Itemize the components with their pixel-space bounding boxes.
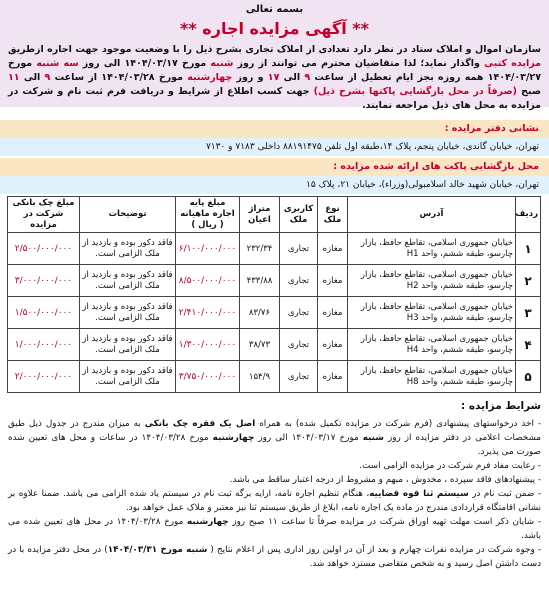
office-label: نشانی دفتر مزایده : — [0, 120, 549, 138]
cell-usage: تجاری — [280, 361, 318, 393]
cell-radif: ۵ — [516, 361, 541, 393]
condition-item: - اخذ درخواستهای پیشنهادی (فرم شرکت در مزایده تکمیل شده) به همراه اصل یک فقره چک بانکی به میزان مندرج در جدول ذیل طبق مشخصات اعلامی در دفتر مزایده از روز شنبه مورخ ۱۴۰۴/۰۳/۱۷ الی روز چهارشنبه مورخ ۱۴۰۴/۰۳/۲۸ در ساعات و محل های تعیین شده صورت می پذیرد. — [8, 419, 542, 457]
cell-desc: فاقد دکور بوده و بازدید از ملک الزامی است. — [80, 233, 176, 265]
cell-type: مغازه — [318, 297, 348, 329]
cell-address: خیابان جمهوری اسلامی، تقاطع حافظ، بازار چارسو، طبقه ششم، واحد H4 — [348, 329, 516, 361]
header-deposit: مبلغ چک بانکی شرکت در مزایده — [8, 197, 80, 233]
cell-rent: ۲/۴۱۰/۰۰۰/۰۰۰ — [176, 297, 240, 329]
intro-paragraph: سازمان اموال و املاک ستاد در نظر دارد تعدادی از املاک تجاری بشرح ذیل را با وضعیت موجود جهت اجاره ازطریق مزایده کتبی واگذار نماید؛ لذا متقاضیان محترم می توانند از روز شنبه مورخ ۱۴۰۴/۰۳/۱۷ الی روز سه شنبه مورخ ۱۴۰۴/۰۳/۲۷ همه روزه بجز ایام تعطیل از ساعت ۹ الی ۱۷ و روز چهارشنبه مورخ ۱۴۰۴/۰۳/۲۸ از ساعت ۹ الی ۱۱ صبح (صرفاً در محل بازگشایی پاکتها بشرح ذیل) جهت کسب اطلاع از شرایط و دریافت فرم ثبت نام و شرکت در مزایده به محل های ذیل مراجعه نمایند. — [8, 44, 542, 111]
cell-desc: فاقد دکور بوده و بازدید از ملک الزامی است. — [80, 361, 176, 393]
opening-address: تهران، خیابان شهید خالد اسلامبولی(وزراء)، خیابان ۲۱، پلاک ۱۵ — [0, 176, 549, 194]
cell-radif: ۴ — [516, 329, 541, 361]
conditions-list — [8, 417, 541, 571]
header-address: آدرس — [348, 197, 516, 233]
cell-usage: تجاری — [280, 329, 318, 361]
header-radif: ردیف — [516, 197, 541, 233]
cell-type: مغازه — [318, 329, 348, 361]
cell-deposit: ۳/۰۰۰/۰۰۰/۰۰۰ — [8, 265, 80, 297]
cell-rent: ۶/۱۰۰/۰۰۰/۰۰۰ — [176, 233, 240, 265]
condition-item: - شایان ذکر است مهلت تهیه اوراق شرکت در مزایده صرفاً تا ساعت ۱۱ صبح روز چهارشنبه مورخ ۱۴۰۴/۰۳/۲۸ در محل های تعیین شده می باشد. — [8, 517, 542, 541]
cell-deposit: ۱/۵۰۰/۰۰۰/۰۰۰ — [8, 297, 80, 329]
cell-desc: فاقد دکور بوده و بازدید از ملک الزامی است. — [80, 265, 176, 297]
cell-type: مغازه — [318, 233, 348, 265]
cell-area: ۴۳۳/۸۸ — [240, 265, 280, 297]
condition-item: - پیشنهادهای فاقد سپرده ، مخدوش ، مبهم و مشروط از درجه اعتبار ساقط می باشد. — [229, 475, 541, 485]
cell-type: مغازه — [318, 361, 348, 393]
header-block — [0, 0, 549, 111]
cell-rent: ۱/۳۰۰/۰۰۰/۰۰۰ — [176, 329, 240, 361]
cell-area: ۱۵۴/۹ — [240, 361, 280, 393]
cell-usage: تجاری — [280, 297, 318, 329]
cell-deposit: ۲/۵۰۰/۰۰۰/۰۰۰ — [8, 233, 80, 265]
condition-item: - ضمن ثبت نام در سیستم ثنا قوه قضاییه، هنگام تنظیم اجاره نامه، ارایه برگه ثبت نام در سیستم یاد شده الزامی می باشد. ضمنا علاوه بر نشانی اقامتگاه قراردادی مندرج در ماده یک اجاره نامه، ابلاغ از طریق سیستم ثنا نیز معتبر و ملاک عمل خواهد بود. — [8, 489, 542, 513]
cell-deposit: ۲/۰۰۰/۰۰۰/۰۰۰ — [8, 361, 80, 393]
table-row — [8, 265, 541, 297]
header-type: نوع ملک — [318, 197, 348, 233]
bismillah: بسمه تعالی — [245, 4, 304, 15]
cell-radif: ۳ — [516, 297, 541, 329]
cell-usage: تجاری — [280, 265, 318, 297]
properties-table — [8, 196, 541, 393]
cell-radif: ۲ — [516, 265, 541, 297]
cell-usage: تجاری — [280, 233, 318, 265]
header-desc: توضیحات — [80, 197, 176, 233]
cell-address: خیابان جمهوری اسلامی، تقاطع حافظ، بازار چارسو، طبقه ششم، واحد H3 — [348, 297, 516, 329]
office-address: تهران، خیابان گاندی، خیابان پنجم، پلاک ۱۴،طبقه اول تلفن ۸۸۱۹۱۴۷۵ داخلی ۷۱۸۳ و ۷۱۳۰ — [0, 138, 549, 156]
header-area: متراژ اعیان — [240, 197, 280, 233]
table-row — [8, 361, 541, 393]
cell-rent: ۳/۷۵۰/۰۰۰/۰۰۰ — [176, 361, 240, 393]
cell-type: مغازه — [318, 265, 348, 297]
conditions-title: شرایط مزایده : — [461, 400, 541, 412]
table-row — [8, 297, 541, 329]
table-header-row — [8, 197, 541, 233]
cell-area: ۳۸/۷۳ — [240, 329, 280, 361]
table-row — [8, 329, 541, 361]
table-row — [8, 233, 541, 265]
opening-label: محل بازگشایی پاکت های ارائه شده مزایده : — [0, 158, 549, 176]
cell-rent: ۸/۵۰۰/۰۰۰/۰۰۰ — [176, 265, 240, 297]
notice-title: ** آگهی مزایده اجاره ** — [179, 19, 369, 38]
cell-radif: ۱ — [516, 233, 541, 265]
cell-address: خیابان جمهوری اسلامی، تقاطع حافظ، بازار چارسو، طبقه ششم، واحد H2 — [348, 265, 516, 297]
condition-item: - وجوه شرکت در مزایده نفرات چهارم و بعد از آن در اولین روز اداری پس از اعلام نتایج ( شنبه مورخ ۱۴۰۴/۰۳/۳۱) در محل دفتر مزایده با در دست داشتن اصل رسید و به شخص متقاضی مسترد خواهد شد. — [8, 545, 541, 569]
header-usage: کاربری ملک — [280, 197, 318, 233]
cell-deposit: ۱/۰۰۰/۰۰۰/۰۰۰ — [8, 329, 80, 361]
header-rent: مبلغ پایه اجاره ماهیانه ( ریال ) — [176, 197, 240, 233]
cell-area: ۸۳/۷۶ — [240, 297, 280, 329]
cell-desc: فاقد دکور بوده و بازدید از ملک الزامی است. — [80, 297, 176, 329]
condition-item: - رعایت مفاد فرم شرکت در مزایده الزامی است. — [359, 461, 541, 471]
cell-desc: فاقد دکور بوده و بازدید از ملک الزامی است. — [80, 329, 176, 361]
cell-area: ۲۳۲/۳۴ — [240, 233, 280, 265]
cell-address: خیابان جمهوری اسلامی، تقاطع حافظ، بازار چارسو، طبقه ششم، واحد H1 — [348, 233, 516, 265]
cell-address: خیابان جمهوری اسلامی، تقاطع حافظ، بازار چارسو، طبقه ششم، واحد H8 — [348, 361, 516, 393]
